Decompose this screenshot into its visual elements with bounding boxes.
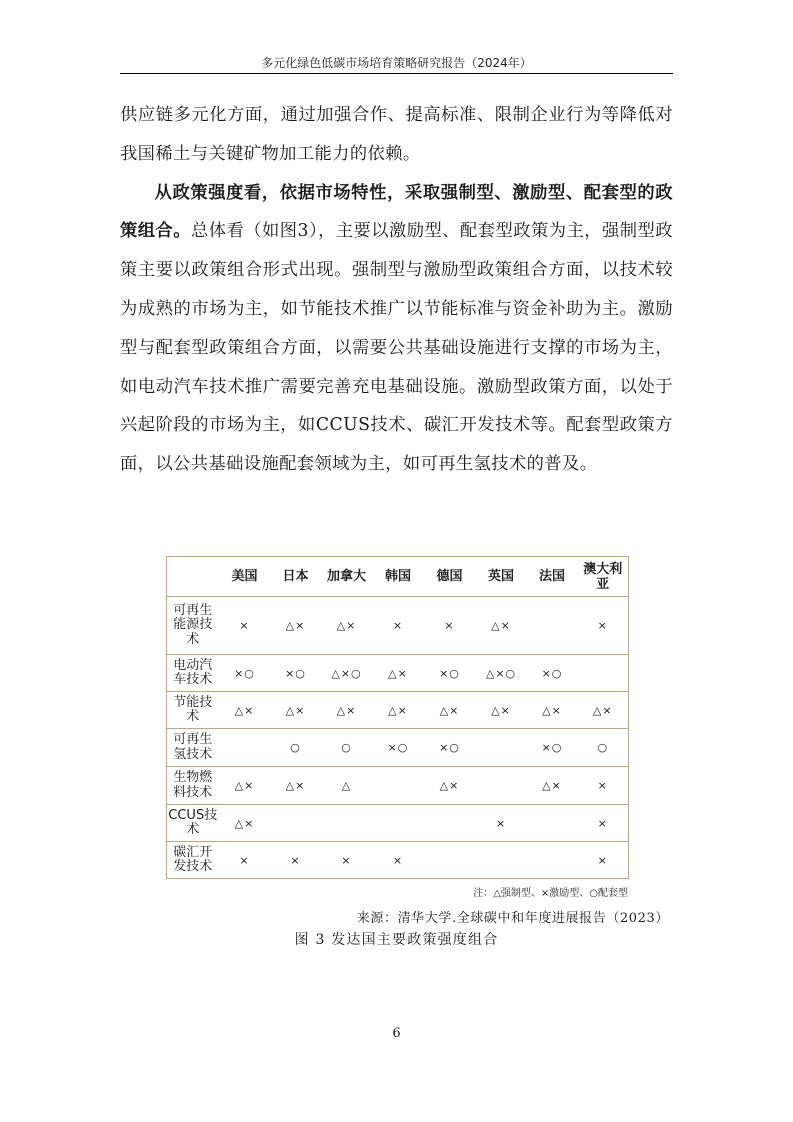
table-cell: × [219, 597, 271, 655]
table-cell: △× [271, 692, 321, 729]
column-header: 美国 [219, 557, 271, 597]
paragraph-policy-intensity [120, 174, 673, 484]
table-cell: △×○ [321, 655, 373, 692]
table-cell: × [219, 842, 271, 879]
table-cell: ×○ [424, 729, 476, 767]
table-cell: ○ [578, 729, 629, 767]
column-header: 英国 [476, 557, 527, 597]
body-text [120, 96, 673, 484]
table-cell: △× [578, 692, 629, 729]
table-cell: × [271, 842, 321, 879]
row-header: CCUS技术 [167, 805, 219, 842]
table-cell: ○ [271, 729, 321, 767]
paragraph-body: 总体看（如图3），主要以激励型、配套型政策为主，强制型政策主要以政策组合形式出现。强制型与激励型政策组合方面，以技术较为成熟的市场为主，如节能技术推广以节能标准与资金补助为主。激励型与配套型政策组合方面，以需要公共基础设施进行支撑的市场为主，如电动汽车技术推广需要完善充电基础设施。激励型政策方面，以处于兴起阶段的市场为主，如CCUS技术、碳汇开发技术等。配套型政策方面，以公共基础设施配套领域为主，如可再生氢技术的普及。 [120, 221, 673, 475]
column-header: 澳大利亚 [578, 557, 629, 597]
table-cell: ×○ [373, 729, 424, 767]
table-cell [476, 767, 527, 805]
row-header: 可再生氢技术 [167, 729, 219, 767]
paragraph-supply-chain: 供应链多元化方面，通过加强合作、提高标准、限制企业行为等降低对我国稀土与关键矿物加工能力的依赖。 [120, 105, 673, 164]
table-cell: △× [219, 767, 271, 805]
table-cell: △× [321, 597, 373, 655]
table-cell: × [578, 767, 629, 805]
table-cell: △× [527, 767, 578, 805]
table-cell [527, 805, 578, 842]
row-header: 电动汽车技术 [167, 655, 219, 692]
table-cell: △× [271, 597, 321, 655]
table-cell [527, 597, 578, 655]
table-cell: ×○ [219, 655, 271, 692]
table-cell: △× [476, 597, 527, 655]
table-cell [321, 805, 373, 842]
table-cell [373, 805, 424, 842]
table-cell [271, 805, 321, 842]
table-cell [527, 842, 578, 879]
table-cell: △ [321, 767, 373, 805]
table-cell: × [578, 842, 629, 879]
running-header: 多元化绿色低碳市场培育策略研究报告（2024年） [261, 56, 532, 70]
page-number: 6 [392, 1026, 401, 1041]
column-header: 法国 [527, 557, 578, 597]
table-header-row [167, 557, 629, 597]
table-cell [476, 729, 527, 767]
column-header: 日本 [271, 557, 321, 597]
table-cell: × [373, 842, 424, 879]
table-legend-note: 注：△强制型、×激励型、○配套型 [473, 888, 628, 899]
table-row [167, 597, 629, 655]
table-cell: △× [219, 692, 271, 729]
row-header: 碳汇开发技术 [167, 842, 219, 879]
table-cell: △× [373, 692, 424, 729]
table-cell: ×○ [271, 655, 321, 692]
table-row [167, 805, 629, 842]
table-cell: △× [219, 805, 271, 842]
table-cell: ×○ [527, 655, 578, 692]
column-header: 韩国 [373, 557, 424, 597]
table-row [167, 842, 629, 879]
table-cell [219, 729, 271, 767]
table-cell: × [321, 842, 373, 879]
table-cell: × [424, 597, 476, 655]
table-cell: ×○ [527, 729, 578, 767]
table-cell: ×○ [424, 655, 476, 692]
figure-caption: 图 3 发达国主要政策强度组合 [294, 932, 499, 948]
table-cell: × [578, 805, 629, 842]
table-cell [373, 767, 424, 805]
header-divider [120, 73, 673, 74]
table-cell: △× [424, 767, 476, 805]
table-corner-cell [167, 557, 219, 597]
table-cell: △× [271, 767, 321, 805]
column-header: 加拿大 [321, 557, 373, 597]
table-row [167, 729, 629, 767]
paragraph-lead-sentence: 从政策强度看，依据市场特性，采取强制型、激励型、配套型的政策组合。 [120, 182, 673, 242]
table-cell: △× [527, 692, 578, 729]
row-header: 生物燃料技术 [167, 767, 219, 805]
table-row [167, 767, 629, 805]
row-header: 节能技术 [167, 692, 219, 729]
table-cell: × [578, 597, 629, 655]
table-cell: △×○ [476, 655, 527, 692]
table-cell [424, 805, 476, 842]
table-row [167, 655, 629, 692]
table-cell: △× [476, 692, 527, 729]
figure-source: 来源：清华大学.全球碳中和年度进展报告（2023） [356, 911, 669, 926]
row-header: 可再生能源技术 [167, 597, 219, 655]
table-cell: △× [321, 692, 373, 729]
table-cell: △× [373, 655, 424, 692]
table-cell: ○ [321, 729, 373, 767]
table-cell [476, 842, 527, 879]
table-cell [424, 842, 476, 879]
table-cell: △× [424, 692, 476, 729]
table-row [167, 692, 629, 729]
policy-intensity-table [166, 556, 629, 879]
table-cell [578, 655, 629, 692]
column-header: 德国 [424, 557, 476, 597]
table-cell: × [373, 597, 424, 655]
table-cell: × [476, 805, 527, 842]
